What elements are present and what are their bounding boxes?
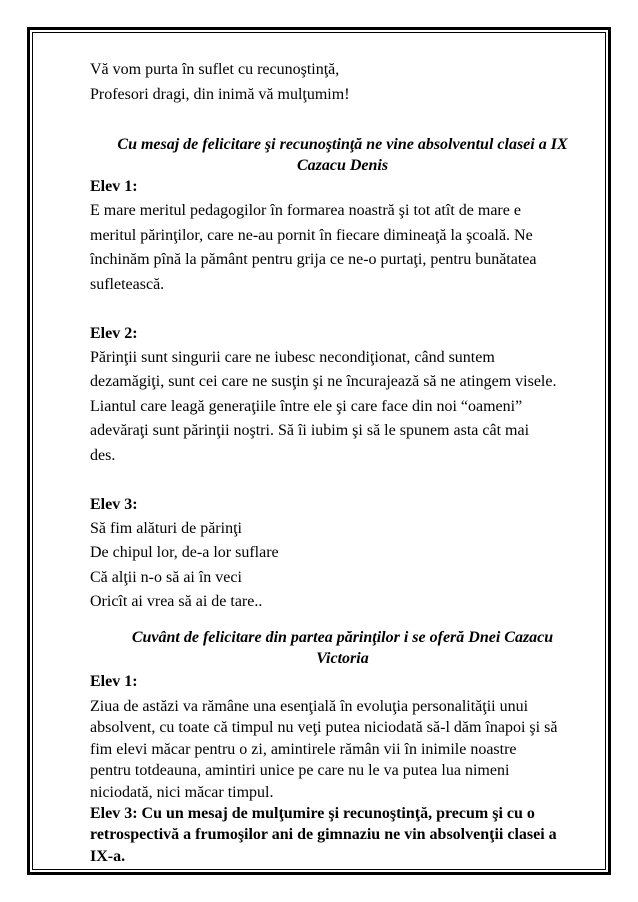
text-line: Liantul care leagă generaţiile între ele şi care face din noi “oameni” bbox=[90, 397, 523, 415]
speaker-label: Elev 1: bbox=[90, 178, 138, 196]
text-line: dezamăgiţi, sunt cei care ne susţin şi ne încurajează să ne atingem visele. bbox=[90, 373, 557, 391]
poem-stanza bbox=[90, 517, 595, 615]
speech-paragraph bbox=[90, 199, 595, 297]
text-line: sufletească. bbox=[90, 275, 165, 293]
text-line: Că alţii n-o să ai în veci bbox=[90, 568, 242, 586]
text-line: adevăraţi sunt părinţii noştri. Să îi iubim şi să le spunem asta cât mai bbox=[90, 422, 530, 440]
text-line: pentru totdeauna, amintiri unice pe care nu le va putea lua nimeni bbox=[90, 762, 510, 780]
text-line: meritul părinţilor, care ne-au pornit în fiecare dimineaţă la şcoală. Ne bbox=[90, 226, 533, 244]
text-line: închinăm pînă la pământ pentru grija ce ne-o purtaţi, pentru bunătatea bbox=[90, 251, 537, 269]
text-line: E mare meritul pedagogilor în formarea noastră şi tot atît de mare e bbox=[90, 202, 521, 220]
speech-paragraph bbox=[90, 696, 595, 803]
text-line: Elev 3: Cu un mesaj de mulţumire şi recunoştinţă, precum şi cu o bbox=[90, 804, 535, 822]
text-line: IX-a. bbox=[90, 847, 126, 865]
speaker-label: Elev 1: bbox=[90, 672, 138, 690]
text-line: Părinţii sunt singurii care ne iubesc necondiţionat, când suntem bbox=[90, 348, 495, 366]
speaker-label: Elev 2: bbox=[90, 324, 138, 342]
section-heading bbox=[90, 627, 595, 669]
closing-paragraph bbox=[90, 803, 595, 867]
speaker-label: Elev 3: bbox=[90, 495, 138, 513]
intro-paragraph bbox=[90, 58, 595, 107]
text-line: niciodată, nici măcar timpul. bbox=[90, 783, 274, 801]
heading-line: Cu mesaj de felicitare şi recunoştinţă ne vine absolventul clasei a IX bbox=[117, 136, 568, 154]
speech-paragraph bbox=[90, 346, 595, 469]
heading-line: Cazacu Denis bbox=[296, 157, 389, 175]
text-line: absolvent, cu toate că timpul nu veţi putea niciodată să-l dăm înapoi şi să bbox=[90, 719, 558, 737]
text-line: Ziua de astăzi va rămâne una esenţială în evoluţia personalităţii unui bbox=[90, 697, 529, 715]
text-line: Oricît ai vrea să ai de tare.. bbox=[90, 593, 263, 611]
section-heading bbox=[90, 134, 595, 176]
text-line: De chipul lor, de-a lor suflare bbox=[90, 544, 279, 562]
text-line: Vă vom purta în suflet cu recunoştinţă, bbox=[90, 61, 340, 78]
text-line: Profesori dragi, din inimă vă mulţumim! bbox=[90, 85, 350, 103]
text-line: Să fim alături de părinţi bbox=[90, 519, 242, 537]
heading-line: Victoria bbox=[316, 649, 369, 667]
text-line: retrospectivă a frumoşilor ani de gimnaziu ne vin absolvenţii clasei a bbox=[90, 826, 557, 844]
heading-line: Cuvânt de felicitare din partea părinţilor i se oferă Dnei Cazacu bbox=[131, 628, 554, 646]
document-body bbox=[90, 58, 595, 867]
text-line: fim elevi măcar pentru o zi, amintirele rămân vii în inimile noastre bbox=[90, 740, 517, 758]
text-line: des. bbox=[90, 446, 116, 464]
